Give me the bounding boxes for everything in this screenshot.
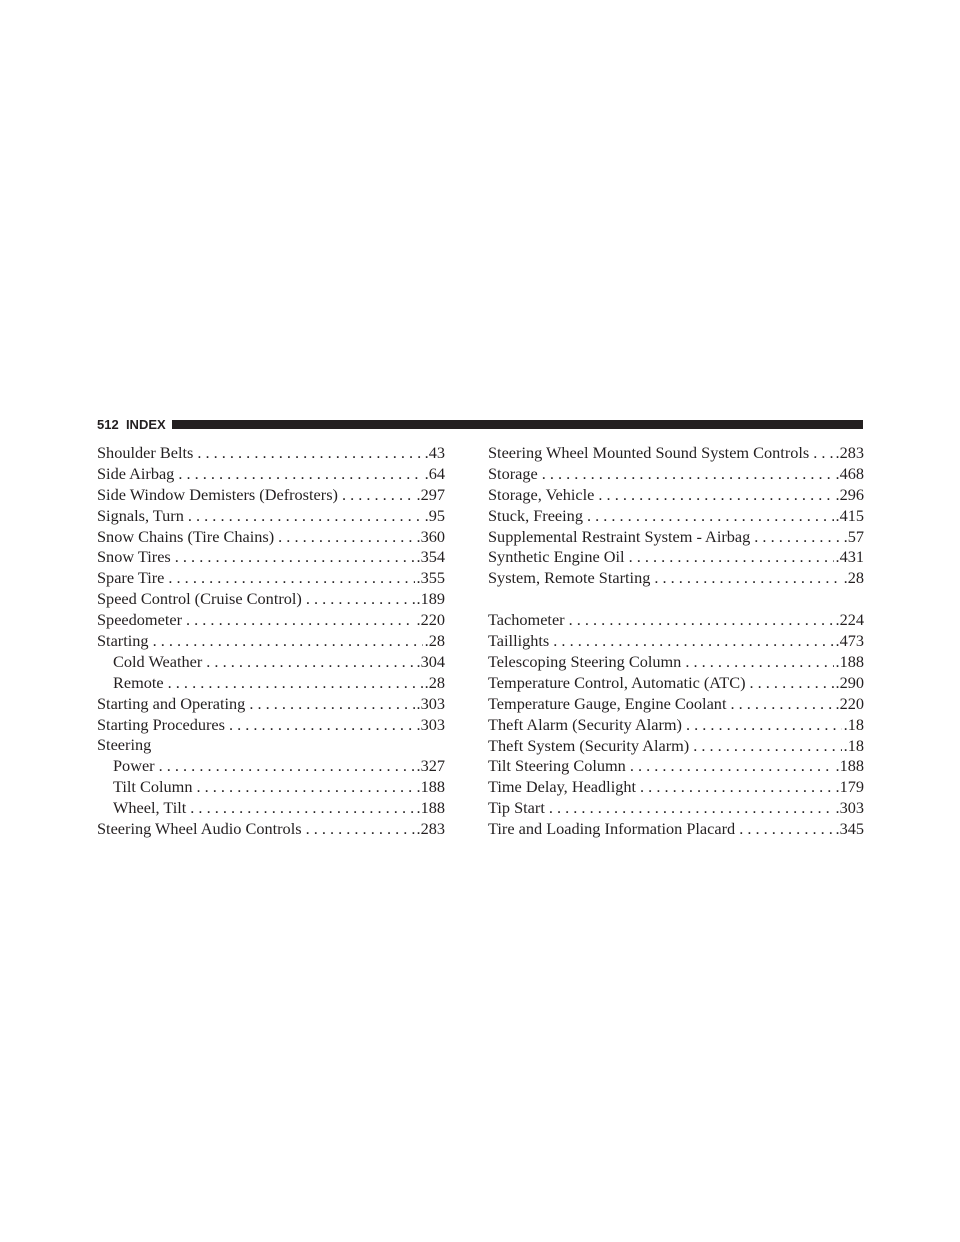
entry-label: Speedometer — [97, 610, 182, 630]
index-subentry — [97, 777, 445, 798]
entry-page: .188 — [416, 777, 445, 797]
index-entry — [97, 485, 445, 506]
leader-dots — [549, 631, 833, 652]
index-column-left — [97, 443, 445, 840]
index-entry — [488, 736, 864, 757]
entry-label: Storage — [488, 463, 538, 483]
entry-page: .189 — [416, 589, 445, 609]
index-entry — [97, 464, 445, 485]
entry-label: Starting Procedures — [97, 714, 225, 734]
entry-label: Speed Control (Cruise Control) — [97, 589, 302, 609]
entry-page: .220 — [835, 693, 864, 713]
entry-label: Starting — [97, 631, 149, 651]
leader-dots — [682, 715, 842, 736]
leader-dots — [594, 485, 833, 506]
entry-page: .18 — [843, 714, 864, 734]
index-entry — [97, 631, 445, 652]
leader-dots — [274, 527, 414, 548]
leader-dots — [171, 547, 415, 568]
entry-page: .188 — [835, 652, 864, 672]
index-entry — [97, 694, 445, 715]
page-number: 512 — [97, 416, 119, 432]
entry-page: .296 — [835, 484, 864, 504]
entry-page: .345 — [835, 819, 864, 839]
index-entry — [488, 610, 864, 631]
entry-page: .57 — [843, 526, 864, 546]
index-entry — [488, 715, 864, 736]
index-entry — [97, 819, 445, 840]
index-entry — [488, 631, 864, 652]
leader-dots — [636, 777, 833, 798]
entry-page: .224 — [835, 610, 864, 630]
index-entry — [488, 694, 864, 715]
leader-dots — [338, 485, 415, 506]
leader-dots — [182, 610, 415, 631]
entry-page: .303 — [835, 798, 864, 818]
page-header — [97, 417, 863, 431]
leader-dots — [750, 527, 841, 548]
header-rule — [172, 420, 863, 429]
entry-page: .355 — [416, 568, 445, 588]
entry-page: .283 — [416, 819, 445, 839]
entry-label: Remote — [113, 672, 164, 692]
entry-label: Storage, Vehicle — [488, 484, 595, 504]
index-entry — [97, 568, 445, 589]
index-entry — [97, 527, 445, 548]
entry-page: .28 — [843, 568, 864, 588]
entry-label: Supplemental Restraint System - Airbag — [488, 526, 751, 546]
entry-page: .303 — [416, 714, 445, 734]
entry-page: .179 — [835, 777, 864, 797]
leader-dots — [583, 506, 834, 527]
leader-dots — [565, 610, 834, 631]
leader-dots — [746, 673, 834, 694]
entry-label: Taillights — [488, 631, 550, 651]
leader-dots — [174, 464, 422, 485]
index-entry — [97, 715, 445, 736]
entry-label: Power — [113, 756, 155, 776]
index-entry — [488, 464, 864, 485]
index-entry — [97, 506, 445, 527]
entry-label: Signals, Turn — [97, 505, 184, 525]
index-entry — [488, 756, 864, 777]
leader-dots — [735, 819, 833, 840]
entry-label: Wheel, Tilt — [113, 798, 187, 818]
index-entry — [488, 798, 864, 819]
entry-page: .43 — [424, 443, 445, 462]
index-entry — [488, 506, 864, 527]
entry-page: .297 — [416, 484, 445, 504]
entry-label: Tire and Loading Information Placard — [488, 819, 736, 839]
entry-label: Telescoping Steering Column — [488, 652, 682, 672]
entry-label: Snow Tires — [97, 547, 171, 567]
entry-page: .303 — [416, 693, 445, 713]
entry-page: .473 — [835, 631, 864, 651]
entry-label: Synthetic Engine Oil — [488, 547, 625, 567]
entry-page: .188 — [416, 798, 445, 818]
entry-label: Starting and Operating — [97, 693, 246, 713]
index-entry — [97, 610, 445, 631]
entry-label: Temperature Control, Automatic (ATC) — [488, 672, 746, 692]
letter-group-gap — [488, 589, 864, 610]
leader-dots — [202, 652, 414, 673]
index-entry — [488, 527, 864, 548]
leader-dots — [726, 694, 833, 715]
leader-dots — [155, 756, 415, 777]
leader-dots — [625, 547, 834, 568]
leader-dots — [650, 568, 841, 589]
index-entry — [97, 547, 445, 568]
leader-dots — [302, 589, 415, 610]
entry-label: Shoulder Belts — [97, 443, 194, 462]
leader-dots — [681, 652, 833, 673]
entry-label: Temperature Gauge, Engine Coolant — [488, 693, 727, 713]
leader-dots — [186, 798, 414, 819]
entry-label: System, Remote Starting — [488, 568, 651, 588]
index-subentry — [97, 673, 445, 694]
entry-page: .18 — [843, 735, 864, 755]
entry-label: Stuck, Freeing — [488, 505, 583, 525]
page-header-text — [97, 417, 172, 432]
leader-dots — [149, 631, 423, 652]
entry-label: Steering Wheel Mounted Sound System Controls — [488, 443, 810, 462]
index-subentry — [97, 652, 445, 673]
index-entry — [488, 485, 864, 506]
entry-page: .220 — [416, 610, 445, 630]
entry-label: Side Window Demisters (Defrosters) — [97, 484, 338, 504]
entry-page: .354 — [416, 547, 445, 567]
entry-label: Spare Tire — [97, 568, 165, 588]
entry-label: Cold Weather — [113, 651, 203, 671]
index-entry — [488, 568, 864, 589]
leader-dots — [192, 777, 414, 798]
entry-label: Theft Alarm (Security Alarm) — [488, 714, 682, 734]
section-title: INDEX — [125, 416, 166, 432]
index-entry — [488, 673, 864, 694]
leader-dots — [302, 819, 415, 840]
entry-label: Snow Chains (Tire Chains) — [97, 526, 275, 546]
leader-dots — [193, 443, 422, 464]
index-entry — [97, 443, 445, 464]
entry-page: .415 — [835, 505, 864, 525]
entry-label: Theft System (Security Alarm) — [488, 735, 690, 755]
leader-dots — [164, 568, 414, 589]
leader-dots — [809, 443, 833, 464]
entry-page: .304 — [416, 651, 445, 671]
entry-page: .95 — [424, 505, 445, 525]
entry-label: Time Delay, Headlight — [488, 777, 637, 797]
index-subentry — [97, 798, 445, 819]
leader-dots — [538, 464, 834, 485]
leader-dots — [245, 694, 414, 715]
entry-page: .28 — [424, 672, 445, 692]
entry-page: .188 — [835, 756, 864, 776]
entry-page: .64 — [424, 463, 445, 483]
leader-dots — [164, 673, 423, 694]
entry-page: .28 — [424, 631, 445, 651]
index-entry — [97, 589, 445, 610]
leader-dots — [689, 736, 841, 757]
entry-page: .468 — [835, 463, 864, 483]
index-subentry — [97, 756, 445, 777]
entry-page: .290 — [835, 672, 864, 692]
index-entry — [488, 547, 864, 568]
leader-dots — [184, 506, 423, 527]
entry-label: Tilt Column — [113, 777, 193, 797]
index-heading: Steering — [97, 735, 152, 755]
index-entry — [488, 819, 864, 840]
entry-label: Tip Start — [488, 798, 545, 818]
entry-page: .431 — [835, 547, 864, 567]
index-column-right — [488, 443, 864, 840]
entry-page: .327 — [416, 756, 445, 776]
index-entry — [488, 443, 864, 464]
leader-dots — [545, 798, 834, 819]
entry-label: Steering Wheel Audio Controls — [97, 819, 302, 839]
entry-label: Tilt Steering Column — [488, 756, 626, 776]
entry-label: Tachometer — [488, 610, 565, 630]
entry-page: .283 — [835, 443, 864, 462]
leader-dots — [626, 756, 834, 777]
leader-dots — [225, 715, 415, 736]
index-entry — [488, 652, 864, 673]
index-entry — [488, 777, 864, 798]
entry-label: Side Airbag — [97, 463, 175, 483]
entry-page: .360 — [416, 526, 445, 546]
